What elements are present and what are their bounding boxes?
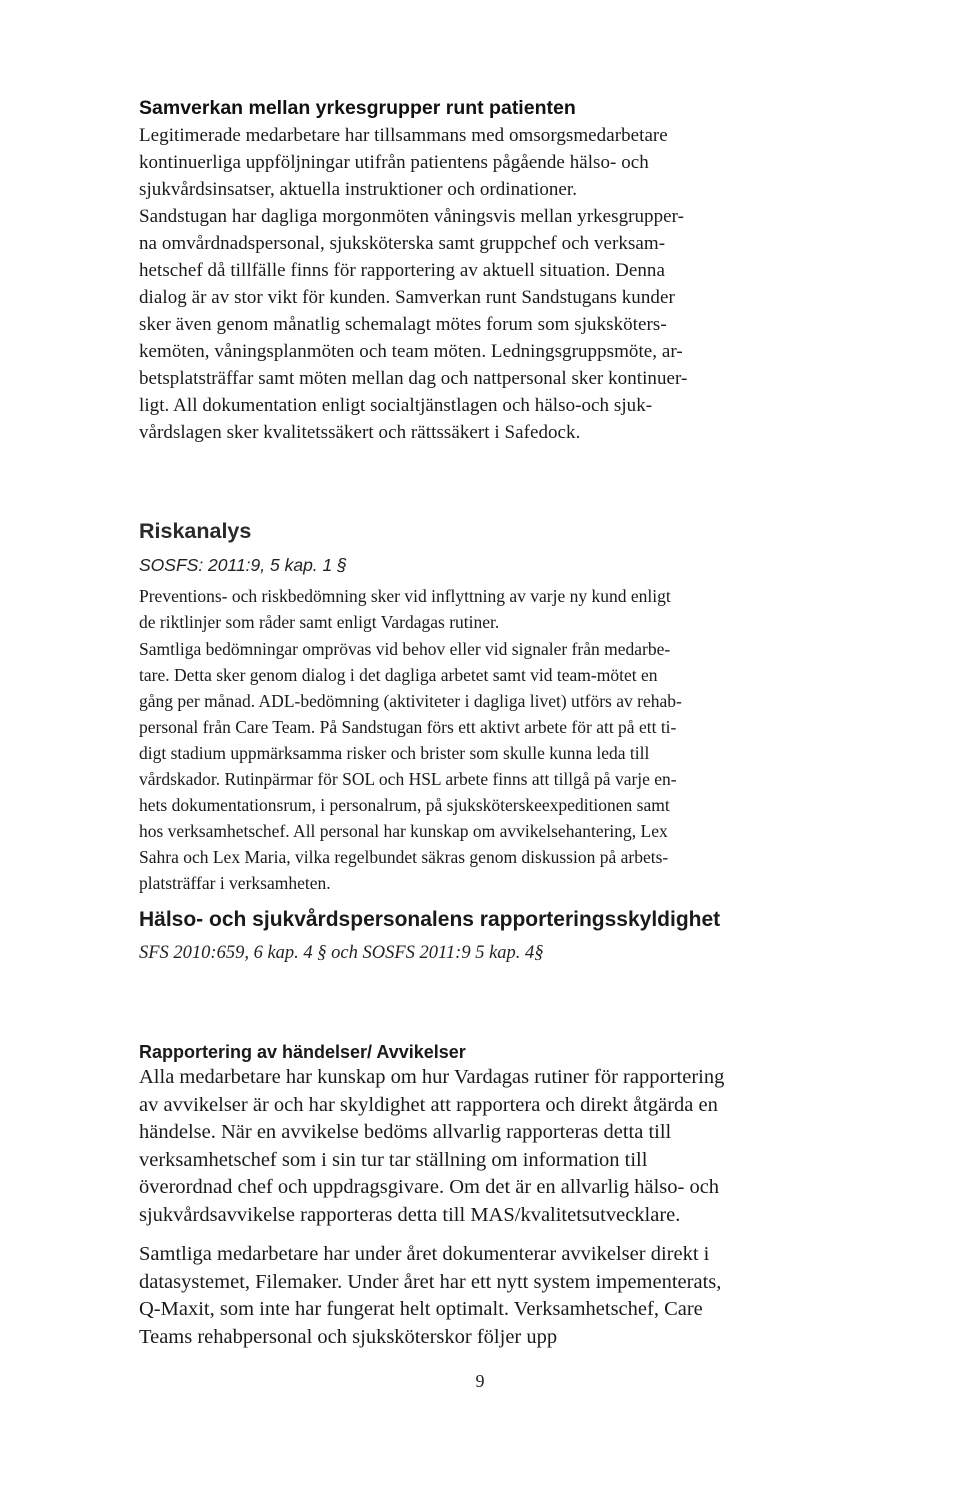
avvikelser-paragraph-1 bbox=[139, 1064, 829, 1229]
text-line: händelse. När en avvikelse bedöms allvarlig rapporteras detta till bbox=[139, 1121, 672, 1143]
riskanalys-paragraph-2 bbox=[139, 636, 829, 896]
text-line: na omvårdnadspersonal, sjuksköterska samt gruppchef och verksam- bbox=[139, 233, 666, 254]
text-line: betsplatsträffar samt möten mellan dag och nattpersonal sker kontinuer- bbox=[139, 368, 688, 389]
text-line: överordnad chef och uppdragsgivare. Om det är en allvarlig hälso- och bbox=[139, 1176, 720, 1198]
text-line: vårdskador. Rutinpärmar för SOL och HSL arbete finns att tillgå på varje en- bbox=[139, 769, 677, 789]
section-heading-avvikelser: Rapportering av händelser/ Avvikelser bbox=[139, 1042, 466, 1062]
text-line: hetschef då tillfälle finns för rapportering av aktuell situation. Denna bbox=[139, 260, 665, 281]
text-line: sker även genom månatlig schemalagt mötes forum som sjuksköters- bbox=[139, 314, 667, 335]
text-line: ligt. All dokumentation enligt socialtjänstlagen och hälso-och sjuk- bbox=[139, 395, 653, 416]
text-line: digt stadium uppmärksamma risker och brister som skulle kunna leda till bbox=[139, 743, 650, 763]
page-number: 9 bbox=[475, 1371, 485, 1391]
text-line: datasystemet, Filemaker. Under året har ett nytt system impementerats, bbox=[139, 1270, 722, 1293]
text-line: Preventions- och riskbedömning sker vid inflyttning av varje ny kund enligt bbox=[139, 586, 671, 606]
text-line: hos verksamhetschef. All personal har kunskap om avvikelsehantering, Lex bbox=[139, 821, 668, 841]
text-line: personal från Care Team. På Sandstugan förs ett aktivt arbete för att på ett ti- bbox=[139, 717, 677, 737]
riskanalys-paragraph-1 bbox=[139, 583, 829, 635]
text-line: sjukvårdsavvikelse rapporteras detta till MAS/kvalitetsutvecklare. bbox=[139, 1203, 681, 1226]
section-heading-riskanalys: Riskanalys bbox=[139, 519, 252, 543]
text-line: Samtliga bedömningar omprövas vid behov eller vid signaler från medarbe- bbox=[139, 639, 671, 659]
text-line: hets dokumentationsrum, i personalrum, på sjuksköterskeexpeditionen samt bbox=[139, 795, 670, 815]
text-line: verksamhetschef som i sin tur tar ställning om information till bbox=[139, 1148, 648, 1171]
rapporteringsskyldighet-reference: SFS 2010:659, 6 kap. 4 § och SOSFS 2011:9 5 kap. 4§ bbox=[139, 943, 544, 963]
text-line: Alla medarbetare har kunskap om hur Vardagas rutiner för rapportering bbox=[139, 1066, 725, 1088]
text-line: kemöten, våningsplanmöten och team möten. Ledningsgruppsmöte, ar- bbox=[139, 341, 683, 362]
text-line: Sahra och Lex Maria, vilka regelbundet säkras genom diskussion på arbets- bbox=[139, 847, 669, 867]
text-line: platsträffar i verksamheten. bbox=[139, 873, 331, 893]
riskanalys-reference: SOSFS: 2011:9, 5 kap. 1 § bbox=[139, 555, 347, 575]
text-line: Samtliga medarbetare har under året dokumenterar avvikelser direkt i bbox=[139, 1243, 710, 1265]
text-line: Q-Maxit, som inte har fungerat helt optimalt. Verksamhetschef, Care bbox=[139, 1298, 703, 1320]
section-heading-rapporteringsskyldighet: Hälso- och sjukvårdspersonalens rapporteringsskyldighet bbox=[139, 908, 721, 931]
text-line: de riktlinjer som råder samt enligt Vardagas rutiner. bbox=[139, 612, 500, 632]
section-heading-samverkan: Samverkan mellan yrkesgrupper runt patienten bbox=[139, 97, 576, 119]
samverkan-paragraph bbox=[139, 122, 829, 446]
text-line: vårdslagen sker kvalitetssäkert och rättssäkert i Safedock. bbox=[139, 422, 581, 443]
text-line: av avvikelser är och har skyldighet att rapportera och direkt åtgärda en bbox=[139, 1093, 718, 1116]
text-line: Teams rehabpersonal och sjuksköterskor följer upp bbox=[139, 1325, 558, 1348]
text-line: kontinuerliga uppföljningar utifrån patientens pågående hälso- och bbox=[139, 152, 649, 173]
text-line: dialog är av stor vikt för kunden. Samverkan runt Sandstugans kunder bbox=[139, 287, 675, 308]
text-line: tare. Detta sker genom dialog i det dagliga arbetet samt vid team-mötet en bbox=[139, 665, 658, 685]
text-line: gång per månad. ADL-bedömning (aktiviteter i dagliga livet) utförs av rehab- bbox=[139, 691, 682, 711]
text-line: sjukvårdsinsatser, aktuella instruktioner och ordinationer. bbox=[139, 179, 578, 200]
text-line: Sandstugan har dagliga morgonmöten våningsvis mellan yrkesgrupper- bbox=[139, 206, 685, 227]
avvikelser-paragraph-2 bbox=[139, 1241, 829, 1351]
text-line: Legitimerade medarbetare har tillsammans med omsorgsmedarbetare bbox=[139, 125, 668, 146]
